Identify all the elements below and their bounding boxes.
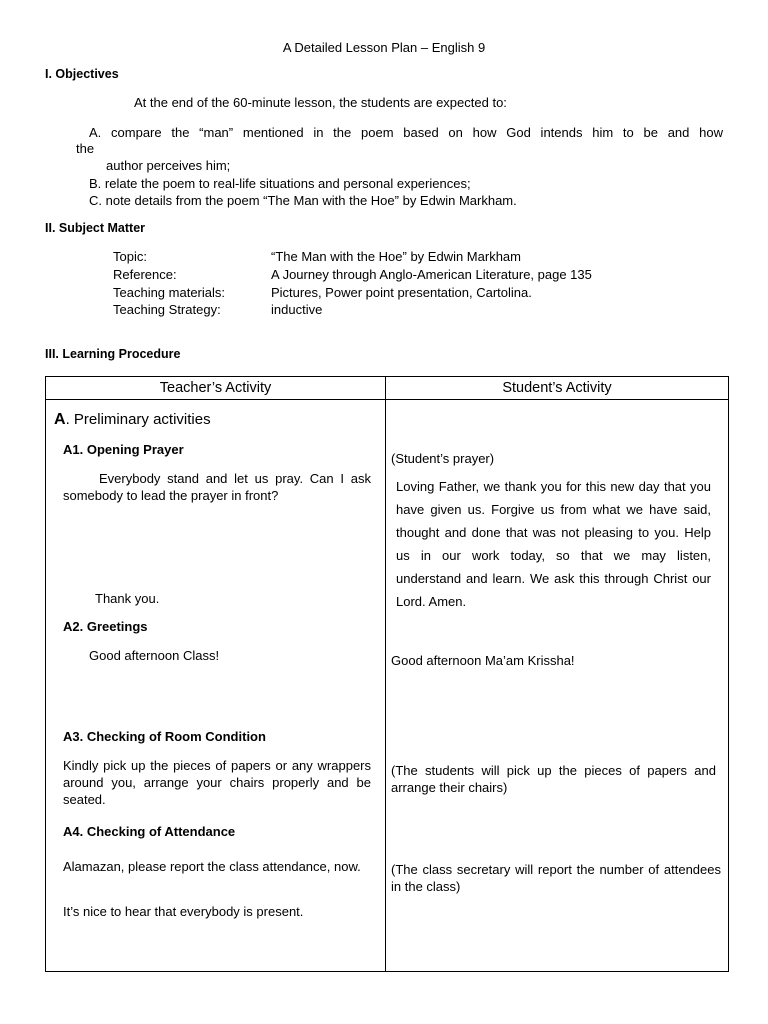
document-title: A Detailed Lesson Plan – English 9 bbox=[282, 40, 486, 55]
greetings-heading: A2. Greetings bbox=[63, 619, 148, 634]
objective-c: C. note details from the poem “The Man with the Hoe” by Edwin Markham. bbox=[89, 193, 517, 208]
subject-matter-heading: II. Subject Matter bbox=[45, 221, 146, 235]
attendance-teacher: Alamazan, please report the class attendance, now. bbox=[63, 859, 361, 874]
attendance-student: (The class secretary will report the number of attendees in the class) bbox=[391, 862, 721, 894]
room-condition-heading: A3. Checking of Room Condition bbox=[63, 729, 266, 744]
room-condition-student: (The students will pick up the pieces of papers and arrange their chairs) bbox=[391, 763, 716, 795]
objectives-heading: I. Objectives bbox=[45, 67, 119, 81]
greetings-student: Good afternoon Ma’am Krissha! bbox=[391, 653, 575, 668]
objective-a-line2: the bbox=[76, 141, 95, 156]
teaching-materials-label: Teaching materials: bbox=[113, 285, 225, 300]
opening-prayer-teacher: Everybody stand and let us pray. Can I ask somebody to lead the prayer in front? bbox=[63, 471, 371, 503]
student-prayer-text: Loving Father, we thank you for this new day that you have given us. Forgive us from what we have said, thought and done that was not pleasing to you. Help us in our work today, so that we may listen, understand and learn. We ask this through Christ our Lord. Amen. bbox=[396, 479, 711, 609]
header-divider bbox=[46, 399, 728, 400]
attendance-heading: A4. Checking of Attendance bbox=[63, 824, 236, 839]
objectives-intro: At the end of the 60-minute lesson, the students are expected to: bbox=[134, 95, 507, 110]
teacher-thanks: Thank you. bbox=[95, 591, 160, 606]
greetings-teacher: Good afternoon Class! bbox=[89, 648, 220, 663]
objective-a-line3: author perceives him; bbox=[106, 158, 231, 173]
topic-value: “The Man with the Hoe” by Edwin Markham bbox=[271, 249, 521, 264]
teaching-strategy-value: inductive bbox=[271, 302, 323, 317]
objective-b: B. relate the poem to real-life situations and personal experiences; bbox=[89, 176, 471, 191]
opening-prayer-heading: A1. Opening Prayer bbox=[63, 442, 184, 457]
room-condition-teacher: Kindly pick up the pieces of papers or any wrappers around you, arrange your chairs properly and be seated. bbox=[63, 758, 371, 807]
topic-label: Topic: bbox=[113, 249, 147, 264]
preliminary-activities-heading bbox=[54, 411, 211, 429]
preliminary-title: . Preliminary activities bbox=[65, 411, 211, 428]
student-activity-header: Student’s Activity bbox=[502, 380, 612, 396]
reference-value: A Journey through Anglo-American Literature, page 135 bbox=[271, 267, 592, 282]
activity-table bbox=[45, 376, 729, 972]
preliminary-letter: A bbox=[54, 411, 66, 428]
objective-a-line1: A. compare the “man” mentioned in the poem based on how God intends him to be and how bbox=[89, 125, 723, 140]
teaching-materials-value: Pictures, Power point presentation, Cartolina. bbox=[271, 285, 532, 300]
teacher-activity-header: Teacher’s Activity bbox=[159, 380, 272, 396]
learning-procedure-heading: III. Learning Procedure bbox=[45, 347, 181, 361]
reference-label: Reference: bbox=[113, 267, 177, 282]
teaching-strategy-label: Teaching Strategy: bbox=[113, 302, 221, 317]
column-divider bbox=[385, 377, 386, 971]
student-prayer-label: (Student’s prayer) bbox=[391, 451, 495, 466]
attendance-followup: It’s nice to hear that everybody is present. bbox=[63, 904, 304, 919]
